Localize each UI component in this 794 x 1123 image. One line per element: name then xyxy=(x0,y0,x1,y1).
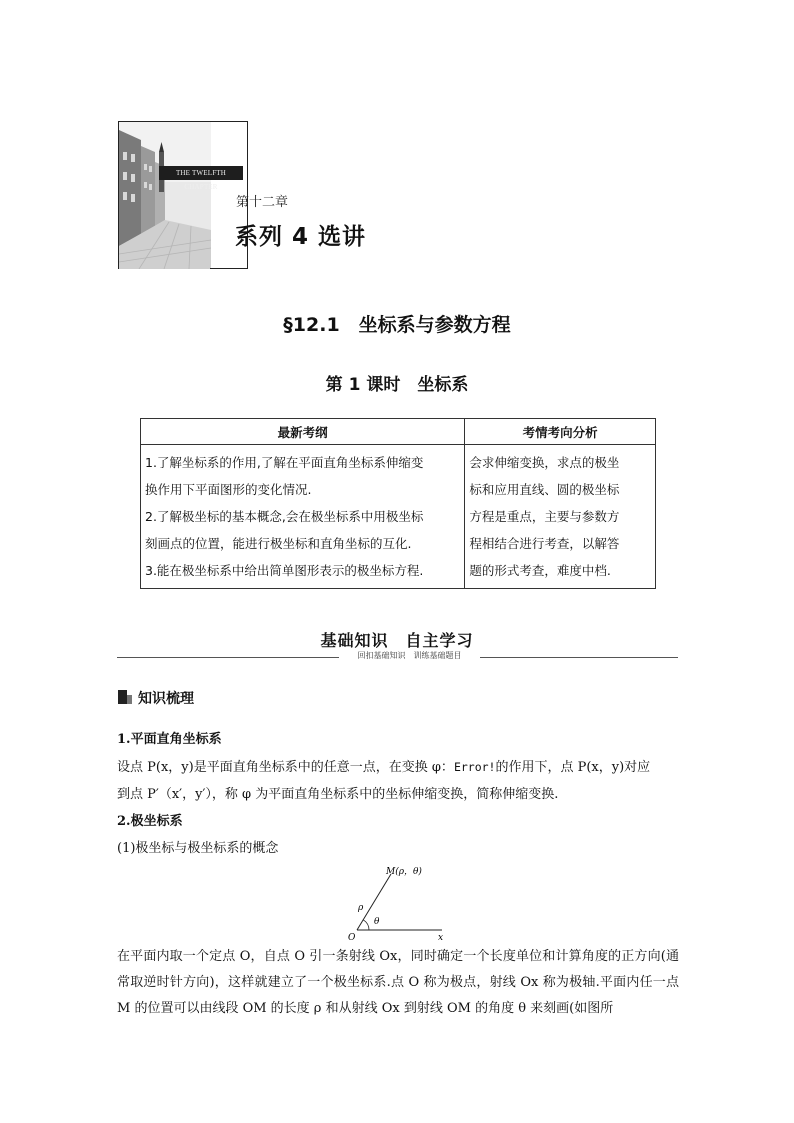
syllabus-table xyxy=(140,418,656,589)
paragraph-transform xyxy=(117,756,650,775)
subheading-polar-concept: (1)极坐标与极坐标系的概念 xyxy=(117,841,279,856)
knowledge-title: 知识梳理 xyxy=(138,691,194,707)
table-row xyxy=(141,445,656,589)
divider-right xyxy=(480,657,678,658)
paragraph-polar-definition: 在平面内取一个定点 O，自点 O 引一条射线 Ox，同时确定一个长度单位和计算角度的正方向(通常取逆时针方向)，这样就建立了一个极坐标系.点 O 称为极点，射线 Ox 称为极轴.平面内任一点 M 的位置可以由线段 OM 的长度 ρ 和从射线 Ox 到射线 OM 的角度 θ 来刻画(如图所 xyxy=(117,949,679,1016)
banner-frame-bottom xyxy=(210,268,248,269)
lesson-title: 第 1 课时 坐标系 xyxy=(325,375,469,395)
analysis-line: 标和应用直线、圆的极坐标 xyxy=(469,482,620,497)
point-label: M(ρ，θ) xyxy=(386,867,422,877)
syllabus-line: 3.能在极坐标系中给出简单图形表示的极坐标方程. xyxy=(145,563,424,578)
polar-diagram xyxy=(338,860,458,942)
divider-left xyxy=(117,657,339,658)
chapter-banner xyxy=(118,121,248,269)
section-marker-icon xyxy=(118,690,132,704)
syllabus-line: 刻画点的位置，能进行极坐标和直角坐标的互化. xyxy=(145,536,412,551)
analysis-line: 会求伸缩变换，求点的极坐 xyxy=(469,455,620,470)
chapter-title: 系列 4 选讲 xyxy=(235,224,367,250)
street-photo xyxy=(119,122,211,269)
axis-label: x xyxy=(438,933,444,942)
analysis-text xyxy=(465,445,656,589)
heading-polar: 2.极坐标系 xyxy=(117,814,183,829)
syllabus-line: 1.了解坐标系的作用,了解在平面直角坐标系伸缩变 xyxy=(145,455,424,470)
syllabus-line: 2.了解极坐标的基本概念,会在极坐标系中用极坐标 xyxy=(145,509,424,524)
paragraph-text: 的作用下，点 P(x，y)对应 xyxy=(495,760,651,775)
origin-label: O xyxy=(348,933,356,942)
table-header-row xyxy=(141,419,656,445)
chapter-number: 第十二章 xyxy=(236,195,289,210)
header-exam-analysis: 考情考向分析 xyxy=(465,419,656,445)
basic-section-subtitle: 回扣基础知识 训练基础题目 xyxy=(357,651,462,660)
theta-label: θ xyxy=(374,917,380,927)
chapter-strip: THE TWELFTH CHAPTER xyxy=(159,166,243,180)
analysis-line: 题的形式考查，难度中档. xyxy=(469,563,611,578)
error-text: Error! xyxy=(453,760,496,774)
analysis-line: 方程是重点，主要与参数方 xyxy=(469,509,620,524)
header-latest-syllabus: 最新考纲 xyxy=(141,419,465,445)
rho-label: ρ xyxy=(358,903,364,913)
paragraph-text: 设点 P(x，y)是平面直角坐标系中的任意一点，在变换 φ： xyxy=(117,760,454,775)
section-title: §12.1 坐标系与参数方程 xyxy=(283,314,511,336)
paragraph-transform-line2: 到点 P′（x′，y′），称 φ 为平面直角坐标系中的坐标伸缩变换，简称伸缩变换. xyxy=(117,787,559,802)
basic-section-title: 基础知识 自主学习 xyxy=(320,631,474,650)
syllabus-line: 换作用下平面图形的变化情况. xyxy=(145,482,312,497)
analysis-line: 程相结合进行考查，以解答 xyxy=(469,536,620,551)
syllabus-items xyxy=(141,445,465,589)
angle-arc xyxy=(363,920,369,930)
heading-cartesian: 1.平面直角坐标系 xyxy=(117,732,222,747)
